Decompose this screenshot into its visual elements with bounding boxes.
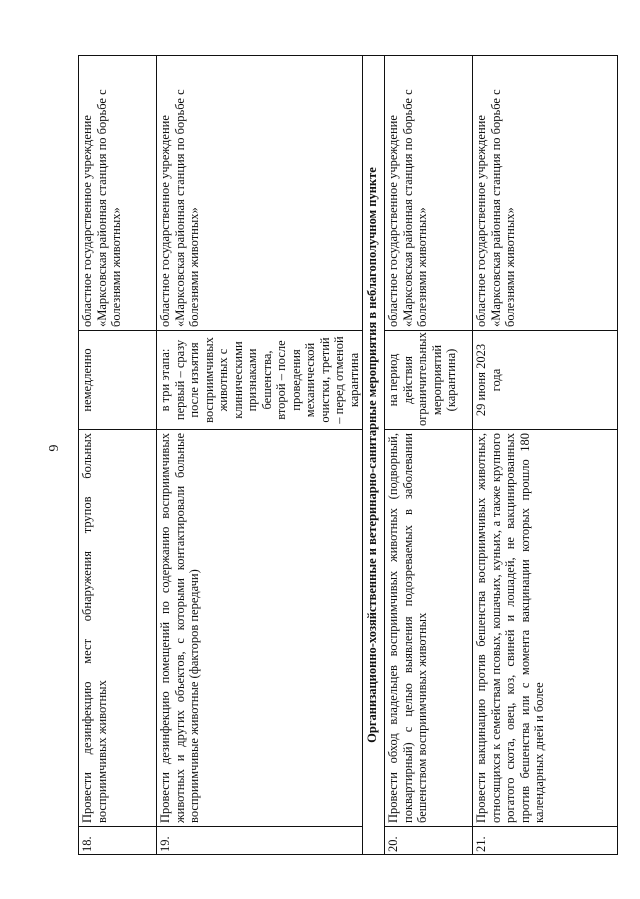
row-number: 20. [385, 827, 473, 855]
row-number: 19. [157, 827, 363, 855]
row-number: 18. [79, 827, 157, 855]
row-term: в три этапа: первый – сразу после изъятия восприимчивых животных с клиническими признаками бешенства, второй – после проведения механической очистки, третий – перед отменой карантина [157, 331, 363, 430]
row-number: 21. [473, 827, 618, 855]
row-action: Провести дезинфекцию мест обнаружения трупов больных восприимчивых животных [79, 430, 157, 827]
section-title: Организационно-хозяйственные и ветеринарно-санитарные мероприятия в неблагополучном пункте [363, 56, 385, 855]
row-term: 29 июня 2023 года [473, 331, 618, 430]
measures-table [78, 55, 618, 855]
measures-table-container [78, 55, 618, 855]
row-action: Провести обход владельцев восприимчивых животных (подворный, поквартирный) с целью выявления подозреваемых в заболевании бешенством восприимчивых животных [385, 430, 473, 827]
row-responsible: областное государственное учреждение «Марксовская районная станция по борьбе с болезнями животных» [473, 56, 618, 331]
table-row [473, 56, 618, 855]
row-action: Провести вакцинацию против бешенства восприимчивых животных, относящихся к семействам псовых, кошачьих, куньих, а также крупного рогатого скота, овец, коз, свиней и лошадей, не вакцинированных против бешенства или с момента вакцинации которых прошло 180 календарных дней и более [473, 430, 618, 827]
table-row [79, 56, 157, 855]
row-responsible: областное государственное учреждение «Марксовская районная станция по борьбе с болезнями животных» [157, 56, 363, 331]
table-row [385, 56, 473, 855]
table-row [157, 56, 363, 855]
row-responsible: областное государственное учреждение «Марксовская районная станция по борьбе с болезнями животных» [79, 56, 157, 331]
page-number: 6 [45, 444, 60, 452]
section-header-row [363, 56, 385, 855]
row-action: Провести дезинфекцию помещений по содержанию восприимчивых животных и других объектов, с которыми контактировали больные восприимчивые животные (факторов передачи) [157, 430, 363, 827]
row-term: на период действия ограничительных мероприятий (карантина) [385, 331, 473, 430]
row-responsible: областное государственное учреждение «Марксовская районная станция по борьбе с болезнями животных» [385, 56, 473, 331]
row-term: немедленно [79, 331, 157, 430]
